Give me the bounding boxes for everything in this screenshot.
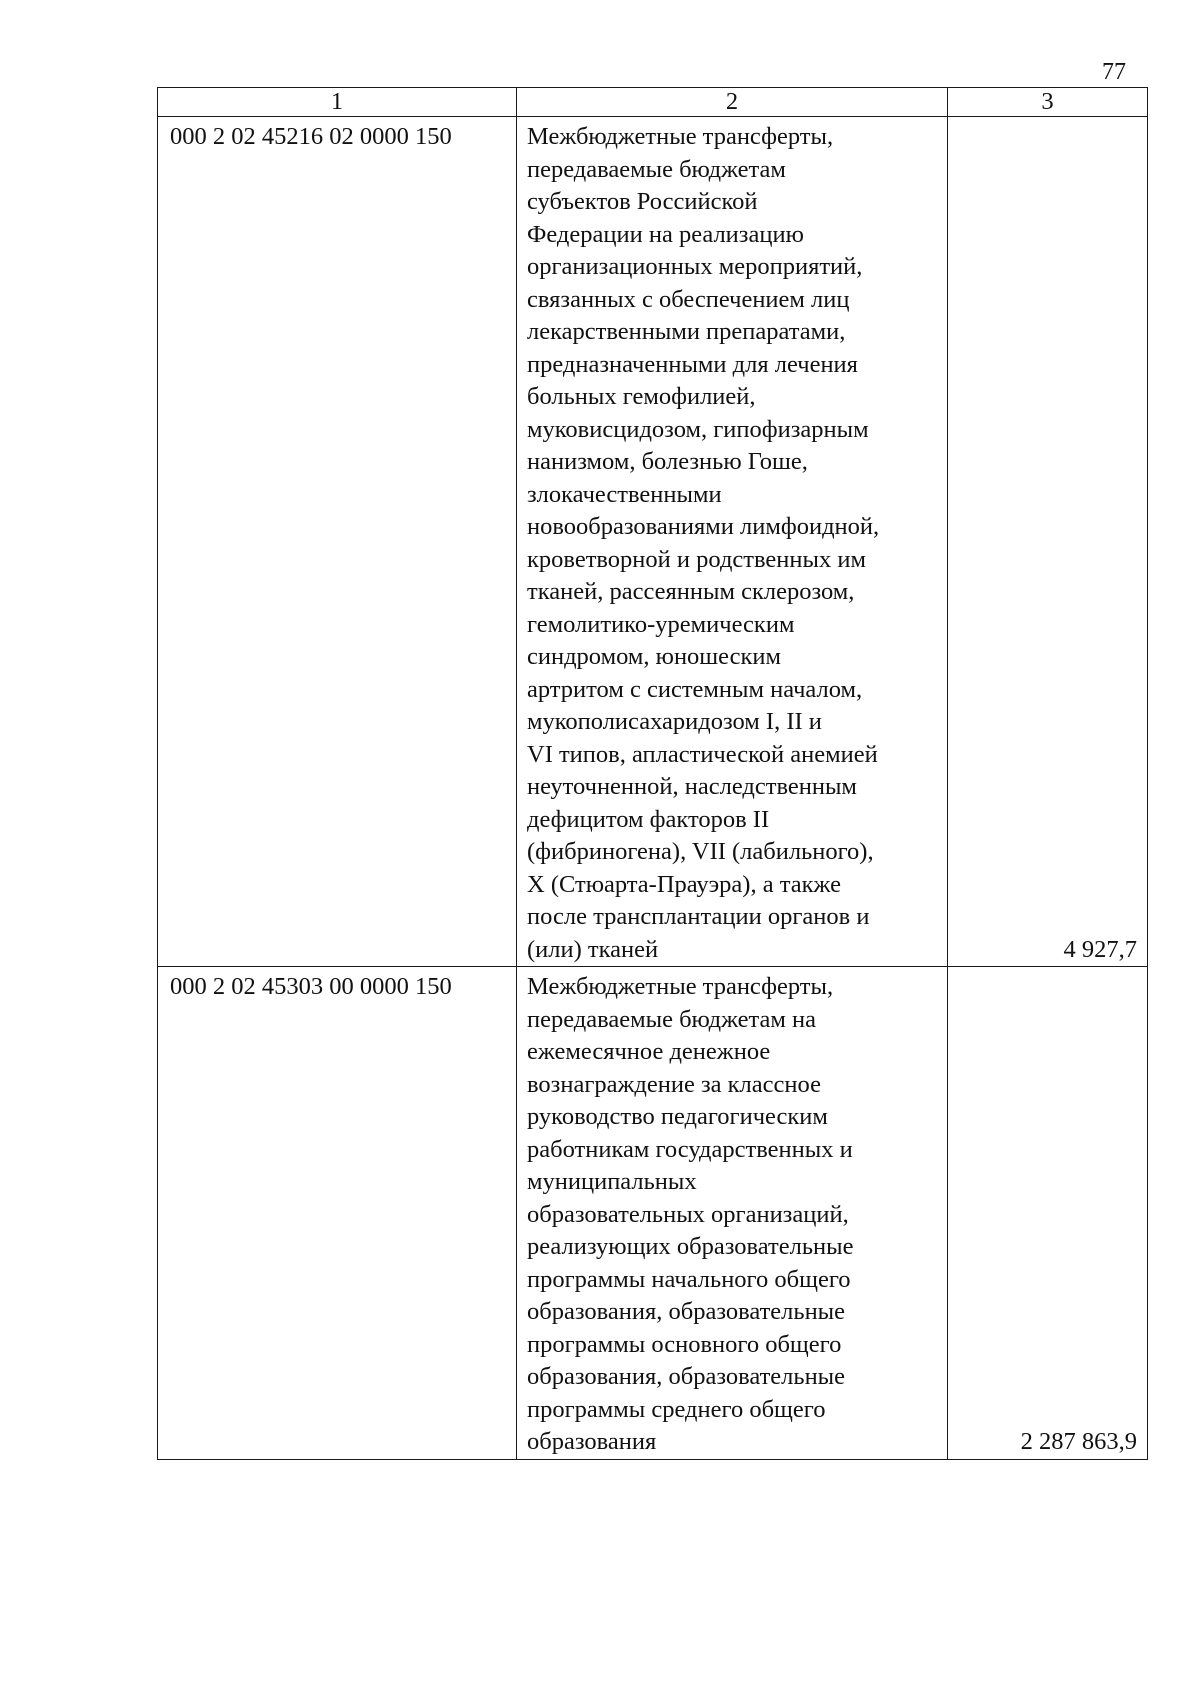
budget-code: 000 2 02 45216 02 0000 150 <box>158 117 517 967</box>
budget-description: Межбюджетные трансферты, передаваемые бюджетам на ежемесячное денежное вознаграждение за классное руководство педагогическим работникам государственных и муниципальных образовательных организаций, реализующих образовательные программы начального общего образования, образовательные программы основного общего образования, образовательные программы среднего общего образования <box>517 967 948 1460</box>
budget-table <box>157 87 1148 1460</box>
table-row <box>158 117 1148 967</box>
budget-amount: 4 927,7 <box>948 117 1148 967</box>
column-header-1: 1 <box>158 88 517 117</box>
page-number: 77 <box>1102 59 1126 85</box>
budget-description: Межбюджетные трансферты, передаваемые бюджетам субъектов Российской Федерации на реализацию организационных мероприятий, связанных с обеспечением лиц лекарственными препаратами, предназначенными для лечения больных гемофилией, муковисцидозом, гипофизарным нанизмом, болезнью Гоше, злокачественными новообразованиями лимфоидной, кроветворной и родственных им тканей, рассеянным склерозом, гемолитико-уремическим синдромом, юношеским артритом с системным началом, мукополисахаридозом I, II и VI типов, апластической анемией неуточненной, наследственным дефицитом факторов II (фибриногена), VII (лабильного), X (Стюарта-Прауэра), а также после трансплантации органов и (или) тканей <box>517 117 948 967</box>
budget-code: 000 2 02 45303 00 0000 150 <box>158 967 517 1460</box>
table-header-row <box>158 88 1148 117</box>
column-header-2: 2 <box>517 88 948 117</box>
budget-amount: 2 287 863,9 <box>948 967 1148 1460</box>
table-row <box>158 967 1148 1460</box>
column-header-3: 3 <box>948 88 1148 117</box>
